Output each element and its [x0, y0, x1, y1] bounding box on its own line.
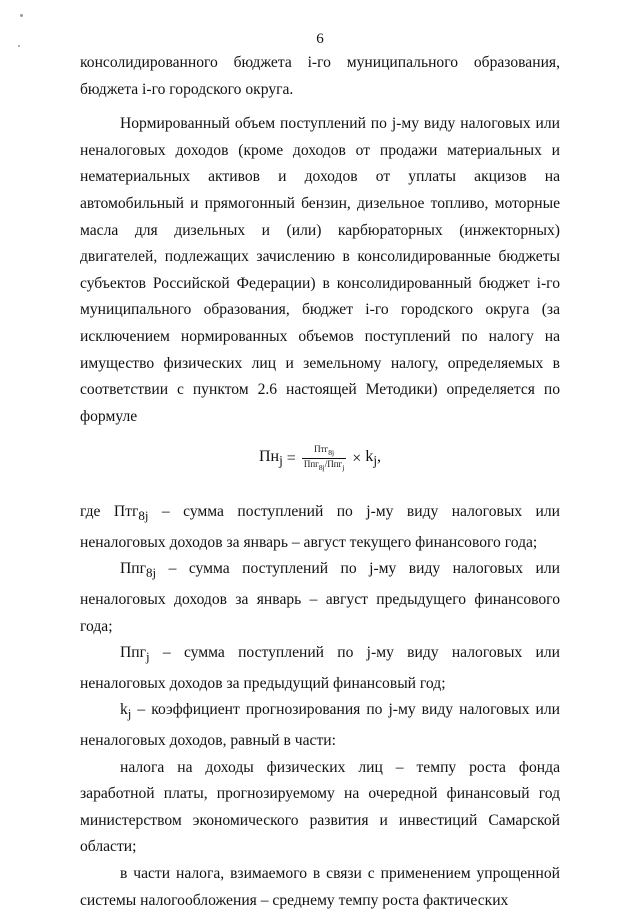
definition-ppg: Ппг$_j$ – сумма поступлений по j-му виду налоговых или неналоговых доходов за предыдущий финансовый год; — [80, 644, 560, 692]
formula-lhs: $Пн_j$ — [258, 447, 283, 468]
definition-ptg: где Птг$_{8j}$ – сумма поступлений по j-му виду налоговых или неналоговых доходов за январь – август текущего финансового года; — [80, 502, 561, 551]
formula-denominator: Ппг$_{8j}$/Ппг$_j$ — [303, 459, 345, 472]
formula — [80, 444, 560, 473]
definition-ppg8: Ппг$_{8j}$ – сумма поступлений по j-му виду налоговых или неналоговых доходов за январь – август предыдущего финансового года; — [80, 560, 560, 635]
formula-equals: = — [286, 449, 296, 467]
definition-k: $k_j$ – коэффициент прогнозирования по j-му виду налоговых или неналоговых доходов, равный в части: — [80, 701, 560, 750]
paragraph-normed-volume: Нормированный объем поступлений по j-му виду налоговых или неналоговых доходов (кроме доходов от продажи материальных и нематериальных активов и доходов от уплаты акцизов на автомобильный и прямогонный бензин, дизельное топливо, моторные масла для дизельных и (или) карбюраторных (инжекторных) двигателей, подлежащих зачислению в консолидированные бюджеты субъектов Российской Федерации) в консолидированный бюджет i-го муниципального образования, бюджет i-го городского округа (за исключением нормированных объемов поступлений по налогу на имущество физических лиц и земельному налогу, определяемых в соответствии с пунктом 2.6 настоящей Методики) определяется по формуле — [80, 115, 560, 425]
document-body — [80, 50, 560, 914]
formula-numerator: Птг$_{8j}$ — [302, 444, 346, 459]
formula-times: × — [352, 449, 362, 467]
clause-income-tax: налога на доходы физических лиц – темпу роста фонда заработной платы, прогнозируемому на очередной финансовый год министерством экономического развития и инвестиций Самарской области; — [80, 758, 560, 856]
scan-speck — [20, 14, 23, 17]
page-number: 6 — [316, 31, 324, 47]
formula-coefficient: $k_j$, — [365, 447, 382, 468]
clause-simplified-tax: в части налога, взимаемого в связи с применением упрощенной системы налогообложения – среднему темпу роста фактических — [80, 865, 560, 909]
paragraph-continuation: консолидированного бюджета i-го муниципального образования, бюджета i-го городского округа. — [80, 54, 560, 98]
formula-fraction — [302, 444, 346, 473]
